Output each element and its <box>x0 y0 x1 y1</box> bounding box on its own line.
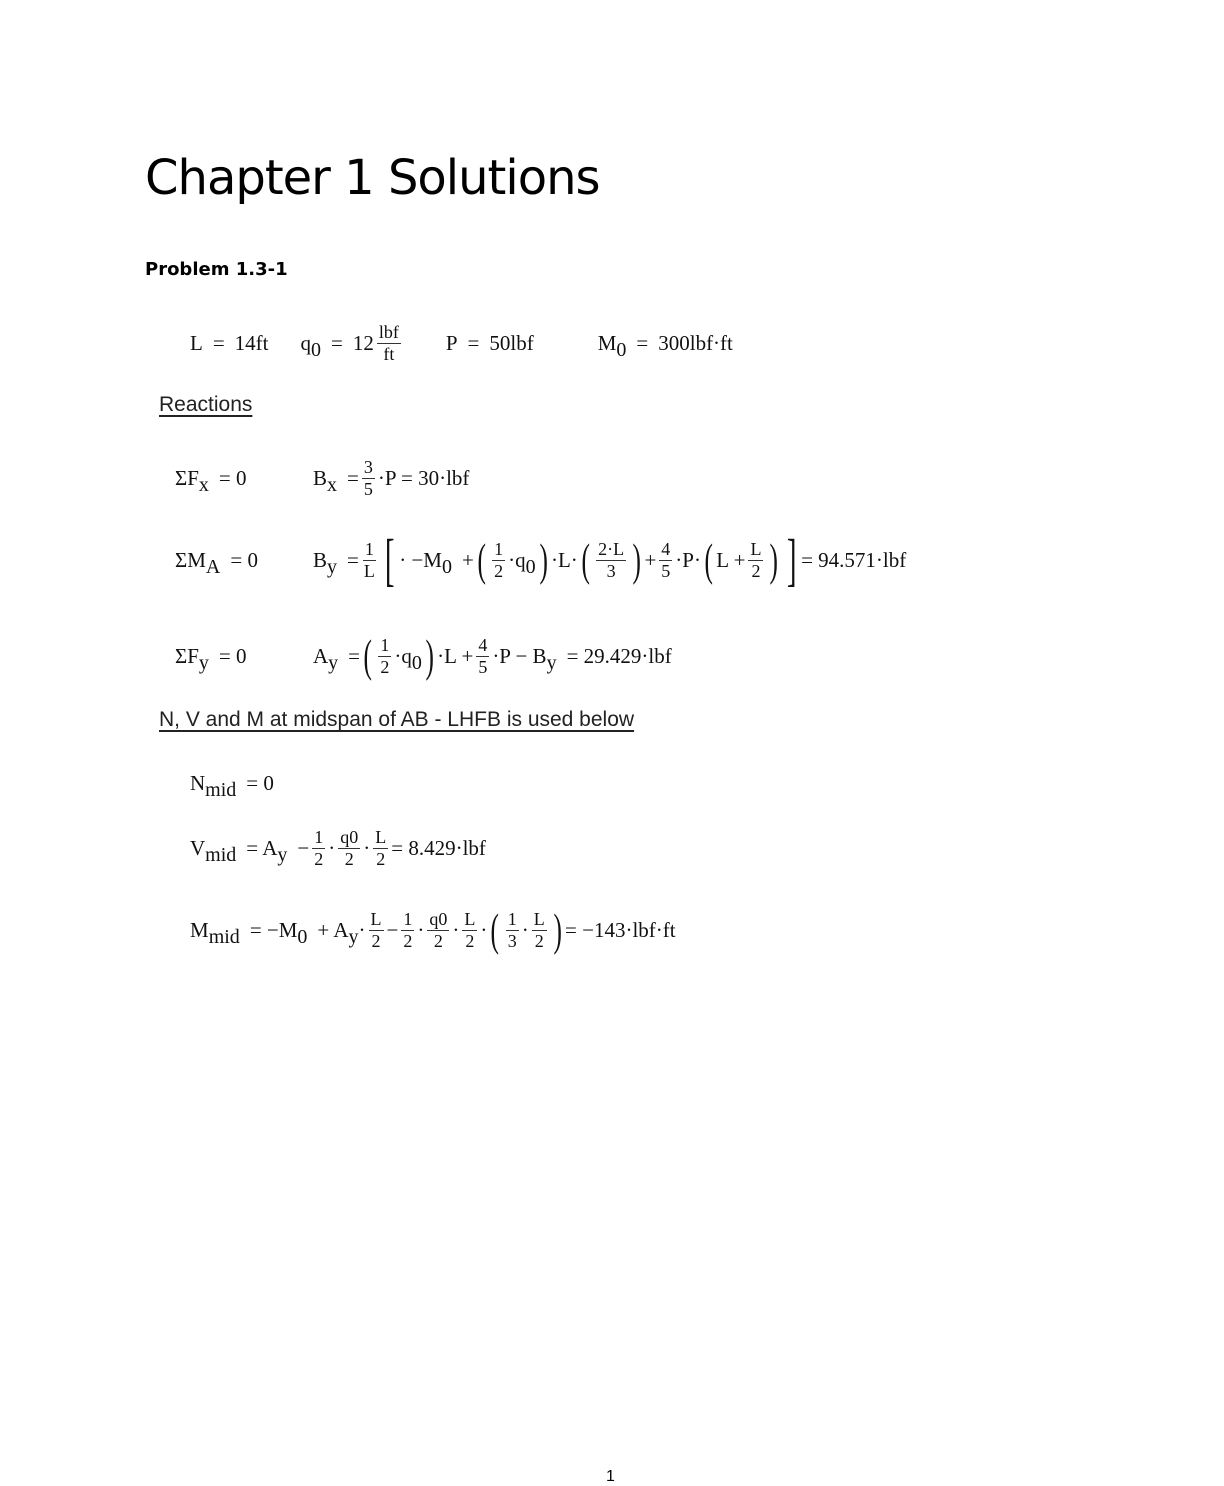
given-q-eq: = <box>331 330 343 355</box>
m-frac-6 <box>532 910 547 951</box>
by-sub: y <box>327 556 338 578</box>
v-frac-3 <box>373 828 388 869</box>
m-f1-num: L <box>370 908 382 929</box>
v-f1-den: 2 <box>314 848 324 869</box>
ay-frac-2 <box>476 636 489 677</box>
n-sub: mid <box>205 779 237 801</box>
left-bracket: [ <box>384 527 395 592</box>
by-frac-4 <box>659 540 672 581</box>
v-f3-den: 2 <box>376 848 386 869</box>
given-q-fraction <box>377 323 401 364</box>
by-f2-num: 1 <box>494 538 504 559</box>
v-frac-1 <box>312 828 325 869</box>
bx-sub: x <box>327 474 338 496</box>
m-frac-3 <box>427 910 449 951</box>
fx-lhs: ΣF <box>175 465 199 490</box>
m-f4-den: 2 <box>465 930 475 951</box>
given-q-num: lbf <box>378 321 399 342</box>
ay-q-sub: 0 <box>411 652 422 674</box>
page-title: Chapter 1 Solutions <box>145 150 600 206</box>
v-f2-den: 2 <box>344 848 354 869</box>
ay-f1-den: 2 <box>380 656 390 677</box>
ma-lhs: ΣM <box>175 547 206 572</box>
by-P: ·P· <box>675 547 701 572</box>
bx-B: B <box>313 465 328 490</box>
bx-num: 3 <box>363 456 373 477</box>
m-frac-4 <box>462 910 477 951</box>
right-bracket: ] <box>786 527 797 592</box>
ay-eq: = <box>348 643 361 668</box>
by-result: = 94.571·lbf <box>801 547 907 572</box>
ay-f2-num: 4 <box>478 634 488 655</box>
ay-B-sub: y <box>546 652 557 674</box>
bx-den: 5 <box>363 478 373 499</box>
midspan-heading: N, V and M at midspan of AB - LHFB is used below <box>159 708 635 731</box>
by-f3-den: 3 <box>606 560 616 581</box>
ay-equation <box>313 626 672 686</box>
v-lhs: V <box>190 835 206 860</box>
ay-A: A <box>313 643 329 668</box>
given-P-eq: = <box>467 330 480 355</box>
n-lhs: N <box>190 770 206 795</box>
fy-sub: y <box>198 652 209 674</box>
given-L-eq: = <box>212 330 225 355</box>
ay-result: = 29.429·lbf <box>566 643 672 668</box>
sum-fx-equation <box>175 452 247 504</box>
paren-close: ) <box>425 630 434 681</box>
paren-open: ( <box>704 534 713 585</box>
m-f2-num: 1 <box>403 908 413 929</box>
v-f2-num: q0 <box>340 826 359 847</box>
ay-f1-num: 1 <box>380 634 390 655</box>
m-f5-num: 1 <box>507 908 517 929</box>
paren-open: ( <box>363 630 372 681</box>
fx-rhs: = 0 <box>218 465 247 490</box>
v-minus: − <box>297 835 310 860</box>
m-result: = −143·lbf·ft <box>565 917 676 942</box>
m-f3-den: 2 <box>433 930 443 951</box>
given-q-sub: 0 <box>311 339 321 361</box>
ay-frac-1 <box>378 636 391 677</box>
v-sub: mid <box>205 844 237 866</box>
by-f4-num: 4 <box>661 538 671 559</box>
m-f6-num: L <box>533 908 545 929</box>
by-equation <box>313 527 907 592</box>
by-plus: + <box>461 547 474 572</box>
paren-open: ( <box>477 534 486 585</box>
sum-ma-equation <box>175 532 258 588</box>
n-rhs: = 0 <box>246 770 274 795</box>
ay-L: ·L + <box>437 643 474 668</box>
bx-fraction <box>362 458 375 499</box>
reactions-heading: Reactions <box>159 393 253 416</box>
m-minus: − <box>386 917 399 942</box>
given-q-coef: 12 <box>352 330 374 355</box>
by-L: ·L· <box>550 547 578 572</box>
by-L2: L + <box>716 547 746 572</box>
given-q-den: ft <box>383 343 395 364</box>
bx-equation <box>313 452 469 504</box>
ay-q: ·q <box>394 643 412 668</box>
given-M: M <box>597 330 617 355</box>
by-q: ·q <box>508 547 526 572</box>
given-L: L <box>190 330 203 355</box>
m-f5-den: 3 <box>507 930 517 951</box>
ay-f2-den: 5 <box>478 656 488 677</box>
page-number: 1 <box>606 1468 615 1485</box>
m-frac-1 <box>369 910 384 951</box>
fx-sub: x <box>198 474 209 496</box>
m-sub: mid <box>208 926 240 948</box>
given-M-eq: = <box>636 330 649 355</box>
by-frac-1 <box>362 540 377 581</box>
fy-rhs: = 0 <box>218 643 247 668</box>
given-L-value: 14ft <box>234 330 269 355</box>
bx-result: ·P = 30·lbf <box>377 465 470 490</box>
by-eq: = <box>347 547 359 572</box>
v-eq: = A <box>246 835 278 860</box>
by-f5-num: L <box>750 538 762 559</box>
by-m-sub: 0 <box>441 556 452 578</box>
m-f1-den: 2 <box>371 930 381 951</box>
bx-eq: = <box>347 465 359 490</box>
paren-close: ) <box>553 904 562 955</box>
paren-open: ( <box>490 904 500 955</box>
by-q-sub: 0 <box>525 556 536 578</box>
m-M-sub: 0 <box>297 926 308 948</box>
n-mid-equation <box>190 765 274 801</box>
sum-fy-equation <box>175 628 247 684</box>
m-f3-num: q0 <box>429 908 448 929</box>
given-M-sub: 0 <box>616 339 627 361</box>
v-frac-2 <box>338 828 360 869</box>
m-mid-equation: M mid = −M 0 + A y · $\frac{L}{2}$ − $\frac{1}{2}$ · $\frac{q0}{2}$ · $\frac{L}{2}$ · ( $\frac{1}{3}$ · $\frac{L}{2}$ ) = −143·lbf·ft <box>190 904 676 955</box>
m-frac-5 <box>506 910 519 951</box>
by-f5-den: 2 <box>751 560 761 581</box>
paren-open: ( <box>581 534 590 585</box>
given-P: P <box>445 330 458 355</box>
given-q: q <box>300 330 311 355</box>
by-m: · −M <box>399 547 442 572</box>
m-eq: = −M <box>249 917 298 942</box>
problem-label: Problem 1.3-1 <box>145 259 288 280</box>
by-plus2: + <box>644 547 657 572</box>
by-frac-3 <box>596 540 626 581</box>
ay-P: ·P − B <box>492 643 547 668</box>
given-P-value: 50lbf <box>489 330 534 355</box>
m-plus: + A <box>317 917 349 942</box>
v-result: = 8.429·lbf <box>391 835 486 860</box>
v-f1-num: 1 <box>314 826 324 847</box>
v-mid-equation: V mid = A y − $\frac{1}{2}$ · $\frac{q0}{2}$ · $\frac{L}{2}$ = 8.429·lbf <box>190 826 486 869</box>
paren-close: ) <box>769 534 779 585</box>
by-f4-den: 5 <box>661 560 671 581</box>
v-f3-num: L <box>375 826 387 847</box>
by-B: B <box>313 547 328 572</box>
m-lhs: M <box>190 917 209 942</box>
paren-close: ) <box>632 534 641 585</box>
v-A-sub: y <box>277 844 288 866</box>
paren-close: ) <box>539 534 548 585</box>
by-f1-den: L <box>363 560 375 581</box>
given-M-value: 300lbf·ft <box>658 330 733 355</box>
given-values <box>190 315 733 371</box>
m-f2-den: 2 <box>403 930 413 951</box>
m-frac-2 <box>401 910 414 951</box>
by-frac-5 <box>748 540 763 581</box>
ay-sub: y <box>328 652 339 674</box>
by-f3-num: 2·L <box>598 538 625 559</box>
ma-sub: A <box>205 556 221 578</box>
fy-lhs: ΣF <box>175 643 199 668</box>
ma-rhs: = 0 <box>230 547 258 572</box>
by-frac-2 <box>492 540 505 581</box>
by-f2-den: 2 <box>494 560 504 581</box>
m-f4-num: L <box>464 908 476 929</box>
by-f1-num: 1 <box>364 538 374 559</box>
m-A-sub: y <box>348 926 359 948</box>
m-f6-den: 2 <box>534 930 544 951</box>
